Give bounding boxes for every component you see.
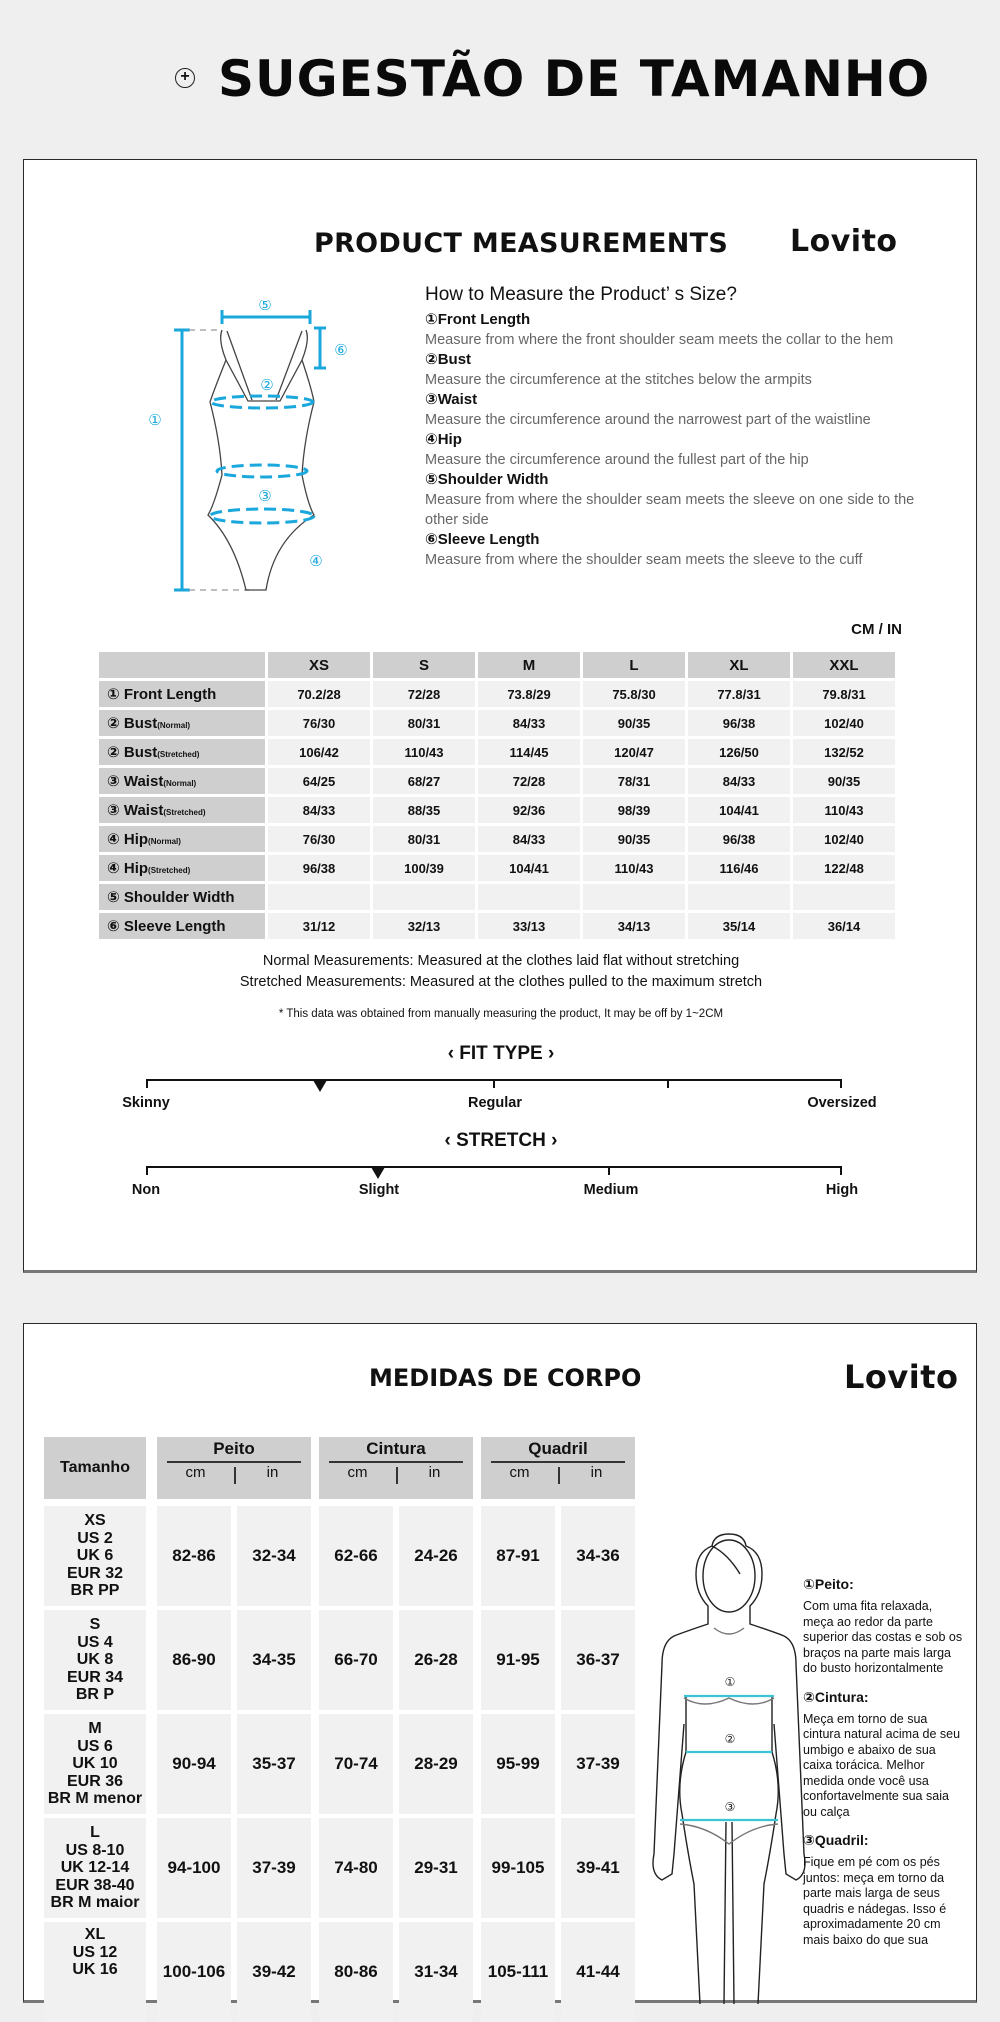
- row-label-text: ④ Hip: [107, 860, 149, 877]
- table-cell: 35/14: [688, 913, 790, 939]
- table-cell: 33/13: [478, 913, 580, 939]
- table-cell: 110/43: [583, 855, 685, 881]
- stretched-measurements-note: Stretched Measurements: Measured at the clothes pulled to the maximum stretch: [239, 974, 763, 990]
- group-label: Peito: [213, 1439, 255, 1458]
- table-cell: 62-66: [319, 1506, 393, 1606]
- diagram-label-4: ④: [309, 552, 323, 570]
- row-label-qualifier: (Normal): [157, 721, 191, 730]
- table-cell: 99-105: [481, 1818, 555, 1918]
- size-line: BR P: [75, 1686, 115, 1704]
- table-cell: 98/39: [583, 797, 685, 823]
- table-cell: 79.8/31: [793, 681, 895, 707]
- unit-label-cm: cm: [347, 1464, 368, 1481]
- table-cell: 104/41: [478, 855, 580, 881]
- row-label: [99, 884, 265, 910]
- row-label: [99, 681, 265, 707]
- column-header: XL: [688, 652, 790, 678]
- table-row: [99, 855, 895, 881]
- size-line: S: [89, 1616, 101, 1634]
- page-header: [0, 0, 1000, 160]
- table-cell: 92/36: [478, 797, 580, 823]
- size-line: EUR 38-40: [55, 1876, 135, 1894]
- table-cell: 26-28: [399, 1610, 473, 1710]
- body-measurements-card: [23, 1323, 977, 2003]
- guide-title-quadril: ③Quadril:: [803, 1832, 869, 1848]
- row-label: [99, 710, 265, 736]
- page-title: SUGESTÃO DE TAMANHO: [218, 50, 931, 108]
- group-divider: [167, 1461, 301, 1463]
- unit-label-cm: cm: [509, 1464, 530, 1481]
- table-cell: 37-39: [561, 1714, 635, 1814]
- table-cell: 80-86: [319, 1922, 393, 2022]
- table-cell: 96/38: [268, 855, 370, 881]
- table-row: [99, 681, 895, 707]
- table-cell: 91-95: [481, 1610, 555, 1710]
- table-cell: 84/33: [478, 826, 580, 852]
- group-label: Cintura: [366, 1439, 426, 1458]
- scale-tick: [146, 1079, 148, 1088]
- fit-type-title: ‹ FIT TYPE ›: [447, 1043, 555, 1064]
- product-measurements-card: [23, 159, 977, 1273]
- stretch-label-medium: Medium: [583, 1182, 639, 1198]
- size-line: UK 8: [76, 1651, 114, 1669]
- table-cell: 120/47: [583, 739, 685, 765]
- row-label-text: ⑥ Sleeve Length: [107, 918, 226, 935]
- brand-logo: Lovito: [844, 1358, 959, 1396]
- table-cell: 70-74: [319, 1714, 393, 1814]
- table-cell: 88/35: [373, 797, 475, 823]
- table-cell: 90/35: [583, 826, 685, 852]
- table-cell: 126/50: [688, 739, 790, 765]
- diagram-label-2: ②: [260, 376, 274, 394]
- howto-item-title: ②Bust: [425, 351, 472, 368]
- size-cell: [44, 1818, 146, 1918]
- table-cell: 68/27: [373, 768, 475, 794]
- size-line: UK 6: [76, 1547, 114, 1565]
- figure-label-1: ①: [724, 1675, 736, 1689]
- unit-divider: [234, 1467, 236, 1484]
- figure-label-2: ②: [724, 1732, 736, 1746]
- table-cell: 28-29: [399, 1714, 473, 1814]
- table-cell: 29-31: [399, 1818, 473, 1918]
- unit-divider: [558, 1467, 560, 1484]
- size-cell: [44, 1714, 146, 1814]
- table-cell: 75.8/30: [583, 681, 685, 707]
- diagram-label-5: ⑤: [258, 300, 272, 314]
- size-line: UK 12-14: [60, 1859, 130, 1877]
- size-line: L: [90, 1824, 100, 1842]
- row-label: [99, 739, 265, 765]
- diagram-label-1: ①: [148, 411, 162, 429]
- table-cell: 72/28: [478, 768, 580, 794]
- howto-item-desc: Measure the circumference at the stitches below the armpits: [425, 372, 812, 388]
- table-cell: [793, 884, 895, 910]
- table-cell: 90-94: [157, 1714, 231, 1814]
- table-row: [99, 913, 895, 939]
- plus-circle-icon[interactable]: +: [175, 68, 195, 88]
- group-label: Quadril: [528, 1439, 588, 1458]
- table-cell: 34-35: [237, 1610, 311, 1710]
- size-line: US 4: [77, 1633, 113, 1651]
- product-measurements-title: PRODUCT MEASUREMENTS: [314, 228, 729, 259]
- table-cell: [478, 884, 580, 910]
- size-line: US 6: [77, 1737, 113, 1755]
- scale-tick: [840, 1079, 842, 1088]
- size-line: UK 16: [72, 1961, 118, 1978]
- table-cell: 80/31: [373, 826, 475, 852]
- table-cell: 95-99: [481, 1714, 555, 1814]
- column-header: M: [478, 652, 580, 678]
- table-cell: 84/33: [688, 768, 790, 794]
- table-row: [99, 768, 895, 794]
- scale-tick: [667, 1079, 669, 1088]
- scale-tick: [493, 1079, 495, 1088]
- table-cell: [373, 884, 475, 910]
- table-header-row: [99, 652, 895, 678]
- size-cell: [44, 1610, 146, 1710]
- unit-label-cm: cm: [185, 1464, 206, 1481]
- group-header: [157, 1437, 311, 1499]
- size-line: XL: [84, 1926, 106, 1943]
- diagram-label-3: ③: [258, 487, 272, 505]
- group-header: [481, 1437, 635, 1499]
- table-corner-cell: [99, 652, 265, 678]
- table-cell: 90/35: [793, 768, 895, 794]
- column-header: L: [583, 652, 685, 678]
- table-cell: 37-39: [237, 1818, 311, 1918]
- group-divider: [329, 1461, 463, 1463]
- table-cell: 86-90: [157, 1610, 231, 1710]
- guide-title-cintura: ②Cintura:: [803, 1688, 869, 1705]
- size-line: US 2: [77, 1529, 113, 1547]
- table-cell: 73.8/29: [478, 681, 580, 707]
- table-cell: 80/31: [373, 710, 475, 736]
- table-cell: 74-80: [319, 1818, 393, 1918]
- units-label: CM / IN: [851, 621, 902, 638]
- row-label-text: ③ Waist: [107, 773, 164, 790]
- table-cell: 34/13: [583, 913, 685, 939]
- table-cell: 32-34: [237, 1506, 311, 1606]
- guide-desc-cintura: Meça em torno de sua cintura natural acima de seu umbigo e abaixo de sua caixa torácica. Melhor medida onde você usa confortavelmente sua saia ou calça: [803, 1711, 961, 1819]
- size-line: EUR 36: [66, 1772, 124, 1790]
- table-cell: 96/38: [688, 710, 790, 736]
- table-row: [99, 710, 895, 736]
- table-cell: 102/40: [793, 710, 895, 736]
- table-cell: 110/43: [373, 739, 475, 765]
- how-to-measure: [425, 284, 925, 570]
- row-label: [99, 768, 265, 794]
- swimsuit-illustration-icon: [114, 300, 384, 600]
- row-label-text: ④ Hip: [107, 831, 149, 848]
- table-cell: 72/28: [373, 681, 475, 707]
- row-label-qualifier: (Normal): [148, 837, 181, 846]
- group-divider: [491, 1461, 625, 1463]
- row-label-text: ① Front Length: [107, 686, 217, 703]
- row-label: [99, 855, 265, 881]
- howto-item-desc: Measure the circumference around the narrowest part of the waistline: [425, 412, 871, 428]
- row-label-qualifier: (Normal): [163, 779, 197, 788]
- table-cell: 114/45: [478, 739, 580, 765]
- table-cell: 84/33: [478, 710, 580, 736]
- brand-logo: Lovito: [790, 224, 898, 259]
- howto-item-title: ⑤Shoulder Width: [425, 471, 549, 488]
- row-label: [99, 826, 265, 852]
- table-cell: 132/52: [793, 739, 895, 765]
- howto-item-title: ⑥Sleeve Length: [425, 531, 540, 548]
- table-cell: 70.2/28: [268, 681, 370, 707]
- table-cell: 39-42: [237, 1922, 311, 2022]
- table-cell: 24-26: [399, 1506, 473, 1606]
- size-line: BR PP: [70, 1582, 120, 1600]
- guide-desc-quadril: Fique em pé com os pés juntos: meça em torno da parte mais larga de seus quadris e nádegas. Isso é aproximadamente 20 cm mais baixo do que sua: [803, 1855, 947, 1947]
- table-cell: 110/43: [793, 797, 895, 823]
- unit-label-in: in: [590, 1464, 603, 1481]
- table-cell: 100-106: [157, 1922, 231, 2022]
- diagram-label-6: ⑥: [334, 341, 348, 359]
- column-header: S: [373, 652, 475, 678]
- table-cell: [268, 884, 370, 910]
- scale-tick: [840, 1166, 842, 1175]
- table-cell: [583, 884, 685, 910]
- unit-label-in: in: [266, 1464, 279, 1481]
- table-row: [99, 826, 895, 852]
- body-measurement-guide: [803, 1576, 963, 1960]
- table-cell: 31/12: [268, 913, 370, 939]
- swimsuit-diagram: [114, 300, 384, 600]
- table-cell: [688, 884, 790, 910]
- table-cell: 39-41: [561, 1818, 635, 1918]
- stretch-title: ‹ STRETCH ›: [444, 1130, 558, 1151]
- scale-tick: [608, 1166, 610, 1175]
- column-header: XS: [268, 652, 370, 678]
- body-figure-illustration-icon: [644, 1524, 814, 2004]
- stretch-label-high: High: [825, 1182, 859, 1198]
- normal-measurements-note: Normal Measurements: Measured at the clothes laid flat without stretching: [262, 953, 740, 969]
- howto-item-title: ①Front Length: [425, 311, 531, 328]
- howto-item-desc: Measure from where the shoulder seam meets the sleeve to the cuff: [425, 552, 863, 568]
- howto-item-desc: Measure the circumference around the fullest part of the hip: [425, 452, 809, 468]
- row-label-text: ⑤ Shoulder Width: [107, 889, 235, 906]
- table-cell: 41-44: [561, 1922, 635, 2022]
- stretch-label-non: Non: [131, 1182, 161, 1198]
- table-cell: 76/30: [268, 710, 370, 736]
- table-row: [99, 739, 895, 765]
- row-label-qualifier: (Stretched): [163, 808, 206, 817]
- fit-label-skinny: Skinny: [122, 1095, 170, 1111]
- row-label: [99, 913, 265, 939]
- fit-type-marker-icon: [313, 1080, 327, 1092]
- howto-item-title: ③Waist: [425, 391, 478, 408]
- row-label-text: ③ Waist: [107, 802, 164, 819]
- row-label-qualifier: (Stretched): [148, 866, 191, 875]
- howto-item-title: ④Hip: [425, 431, 462, 448]
- table-cell: 35-37: [237, 1714, 311, 1814]
- scale-tick: [146, 1166, 148, 1175]
- table-cell: 105-111: [481, 1922, 555, 2022]
- size-line: UK 10: [72, 1755, 118, 1773]
- group-header: [319, 1437, 473, 1499]
- howto-item-desc: Measure from where the front shoulder seam meets the collar to the hem: [425, 332, 894, 348]
- stretch-label-slight: Slight: [358, 1182, 400, 1198]
- table-cell: 36/14: [793, 913, 895, 939]
- table-cell: 32/13: [373, 913, 475, 939]
- table-cell: 64/25: [268, 768, 370, 794]
- how-to-measure-title: How to Measure the Product’ s Size?: [425, 284, 737, 305]
- fit-label-oversized: Oversized: [807, 1095, 877, 1111]
- table-cell: 84/33: [268, 797, 370, 823]
- table-cell: 90/35: [583, 710, 685, 736]
- table-cell: 122/48: [793, 855, 895, 881]
- size-line: BR M menor: [47, 1790, 143, 1808]
- table-cell: 36-37: [561, 1610, 635, 1710]
- body-measurements-title: MEDIDAS DE CORPO: [369, 1364, 642, 1392]
- row-label-qualifier: (Stretched): [157, 750, 200, 759]
- table-cell: 31-34: [399, 1922, 473, 2022]
- guide-desc-peito: Com uma fita relaxada, meça ao redor da parte superior das costas e sob os braços na parte mais larga do busto horizontalmente: [803, 1599, 963, 1675]
- fit-type-scale: [146, 1079, 842, 1081]
- table-cell: 87-91: [481, 1506, 555, 1606]
- row-label: [99, 797, 265, 823]
- table-cell: 78/31: [583, 768, 685, 794]
- disclaimer-note: * This data was obtained from manually measuring the product, It may be off by 1~2CM: [278, 1008, 724, 1020]
- table-cell: 66-70: [319, 1610, 393, 1710]
- size-cell: [44, 1922, 146, 2022]
- table-cell: 116/46: [688, 855, 790, 881]
- howto-item-desc: Measure from where the shoulder seam meets the sleeve on one side to the other side: [425, 492, 915, 528]
- table-cell: 94-100: [157, 1818, 231, 1918]
- table-cell: 104/41: [688, 797, 790, 823]
- table-cell: 34-36: [561, 1506, 635, 1606]
- size-cell: [44, 1506, 146, 1606]
- guide-title-peito: ①Peito:: [803, 1576, 854, 1592]
- table-cell: 82-86: [157, 1506, 231, 1606]
- body-figure: [644, 1524, 814, 2004]
- fit-label-regular: Regular: [468, 1095, 522, 1111]
- product-measurements-table: [96, 649, 898, 942]
- size-header: Tamanho: [44, 1437, 146, 1499]
- column-header: XXL: [793, 652, 895, 678]
- size-line: M: [88, 1720, 102, 1738]
- table-cell: 76/30: [268, 826, 370, 852]
- stretch-marker-icon: [371, 1167, 385, 1179]
- table-cell: 106/42: [268, 739, 370, 765]
- figure-label-3: ③: [724, 1800, 736, 1814]
- table-row: [99, 884, 895, 910]
- size-line: EUR 32: [66, 1564, 124, 1582]
- table-cell: 100/39: [373, 855, 475, 881]
- table-cell: 77.8/31: [688, 681, 790, 707]
- unit-label-in: in: [428, 1464, 441, 1481]
- table-cell: 102/40: [793, 826, 895, 852]
- table-cell: 96/38: [688, 826, 790, 852]
- size-line: US 8-10: [65, 1841, 125, 1859]
- unit-divider: [396, 1467, 398, 1484]
- size-line: BR M maior: [50, 1894, 140, 1912]
- row-label-text: ② Bust: [107, 715, 158, 732]
- row-label-text: ② Bust: [107, 744, 158, 761]
- size-line: XS: [84, 1512, 106, 1530]
- size-line: EUR 34: [66, 1668, 124, 1686]
- size-line: US 12: [72, 1943, 118, 1961]
- stretch-scale: [146, 1166, 842, 1168]
- table-row: [99, 797, 895, 823]
